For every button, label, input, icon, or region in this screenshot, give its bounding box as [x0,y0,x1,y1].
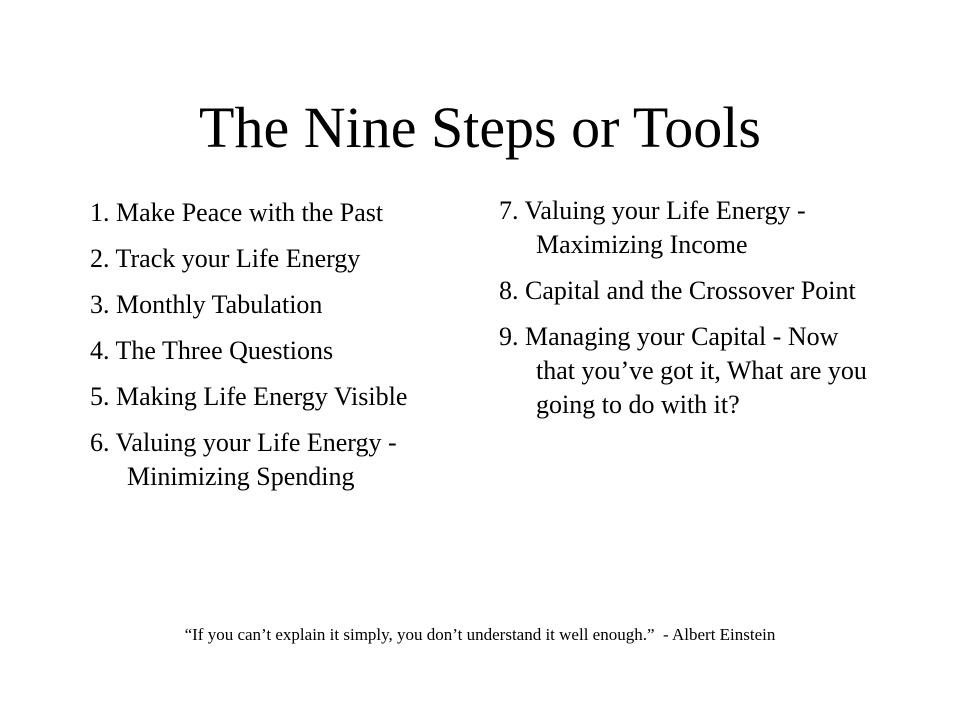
step-2: 2. Track your Life Energy [90,244,361,273]
einstein-quote: “If you can’t explain it simply, you don’t understand it well enough.” - Albert Einstein [184,625,776,644]
step-4: 4. The Three Questions [90,336,334,365]
step-9: 9. Managing your Capital - Now that you’ve got it, What are you going to do with it? [499,322,867,419]
steps-list-left [90,196,465,506]
step-8: 8. Capital and the Crossover Point [499,276,856,305]
steps-list-right [499,194,874,434]
step-6: 6. Valuing your Life Energy - Minimizing Spending [90,428,397,491]
step-5: 5. Making Life Energy Visible [90,382,408,411]
step-7: 7. Valuing your Life Energy - Maximizing Income [499,196,806,259]
slide-title: The Nine Steps or Tools [199,95,761,160]
step-1: 1. Make Peace with the Past [90,198,384,227]
step-3: 3. Monthly Tabulation [90,290,323,319]
